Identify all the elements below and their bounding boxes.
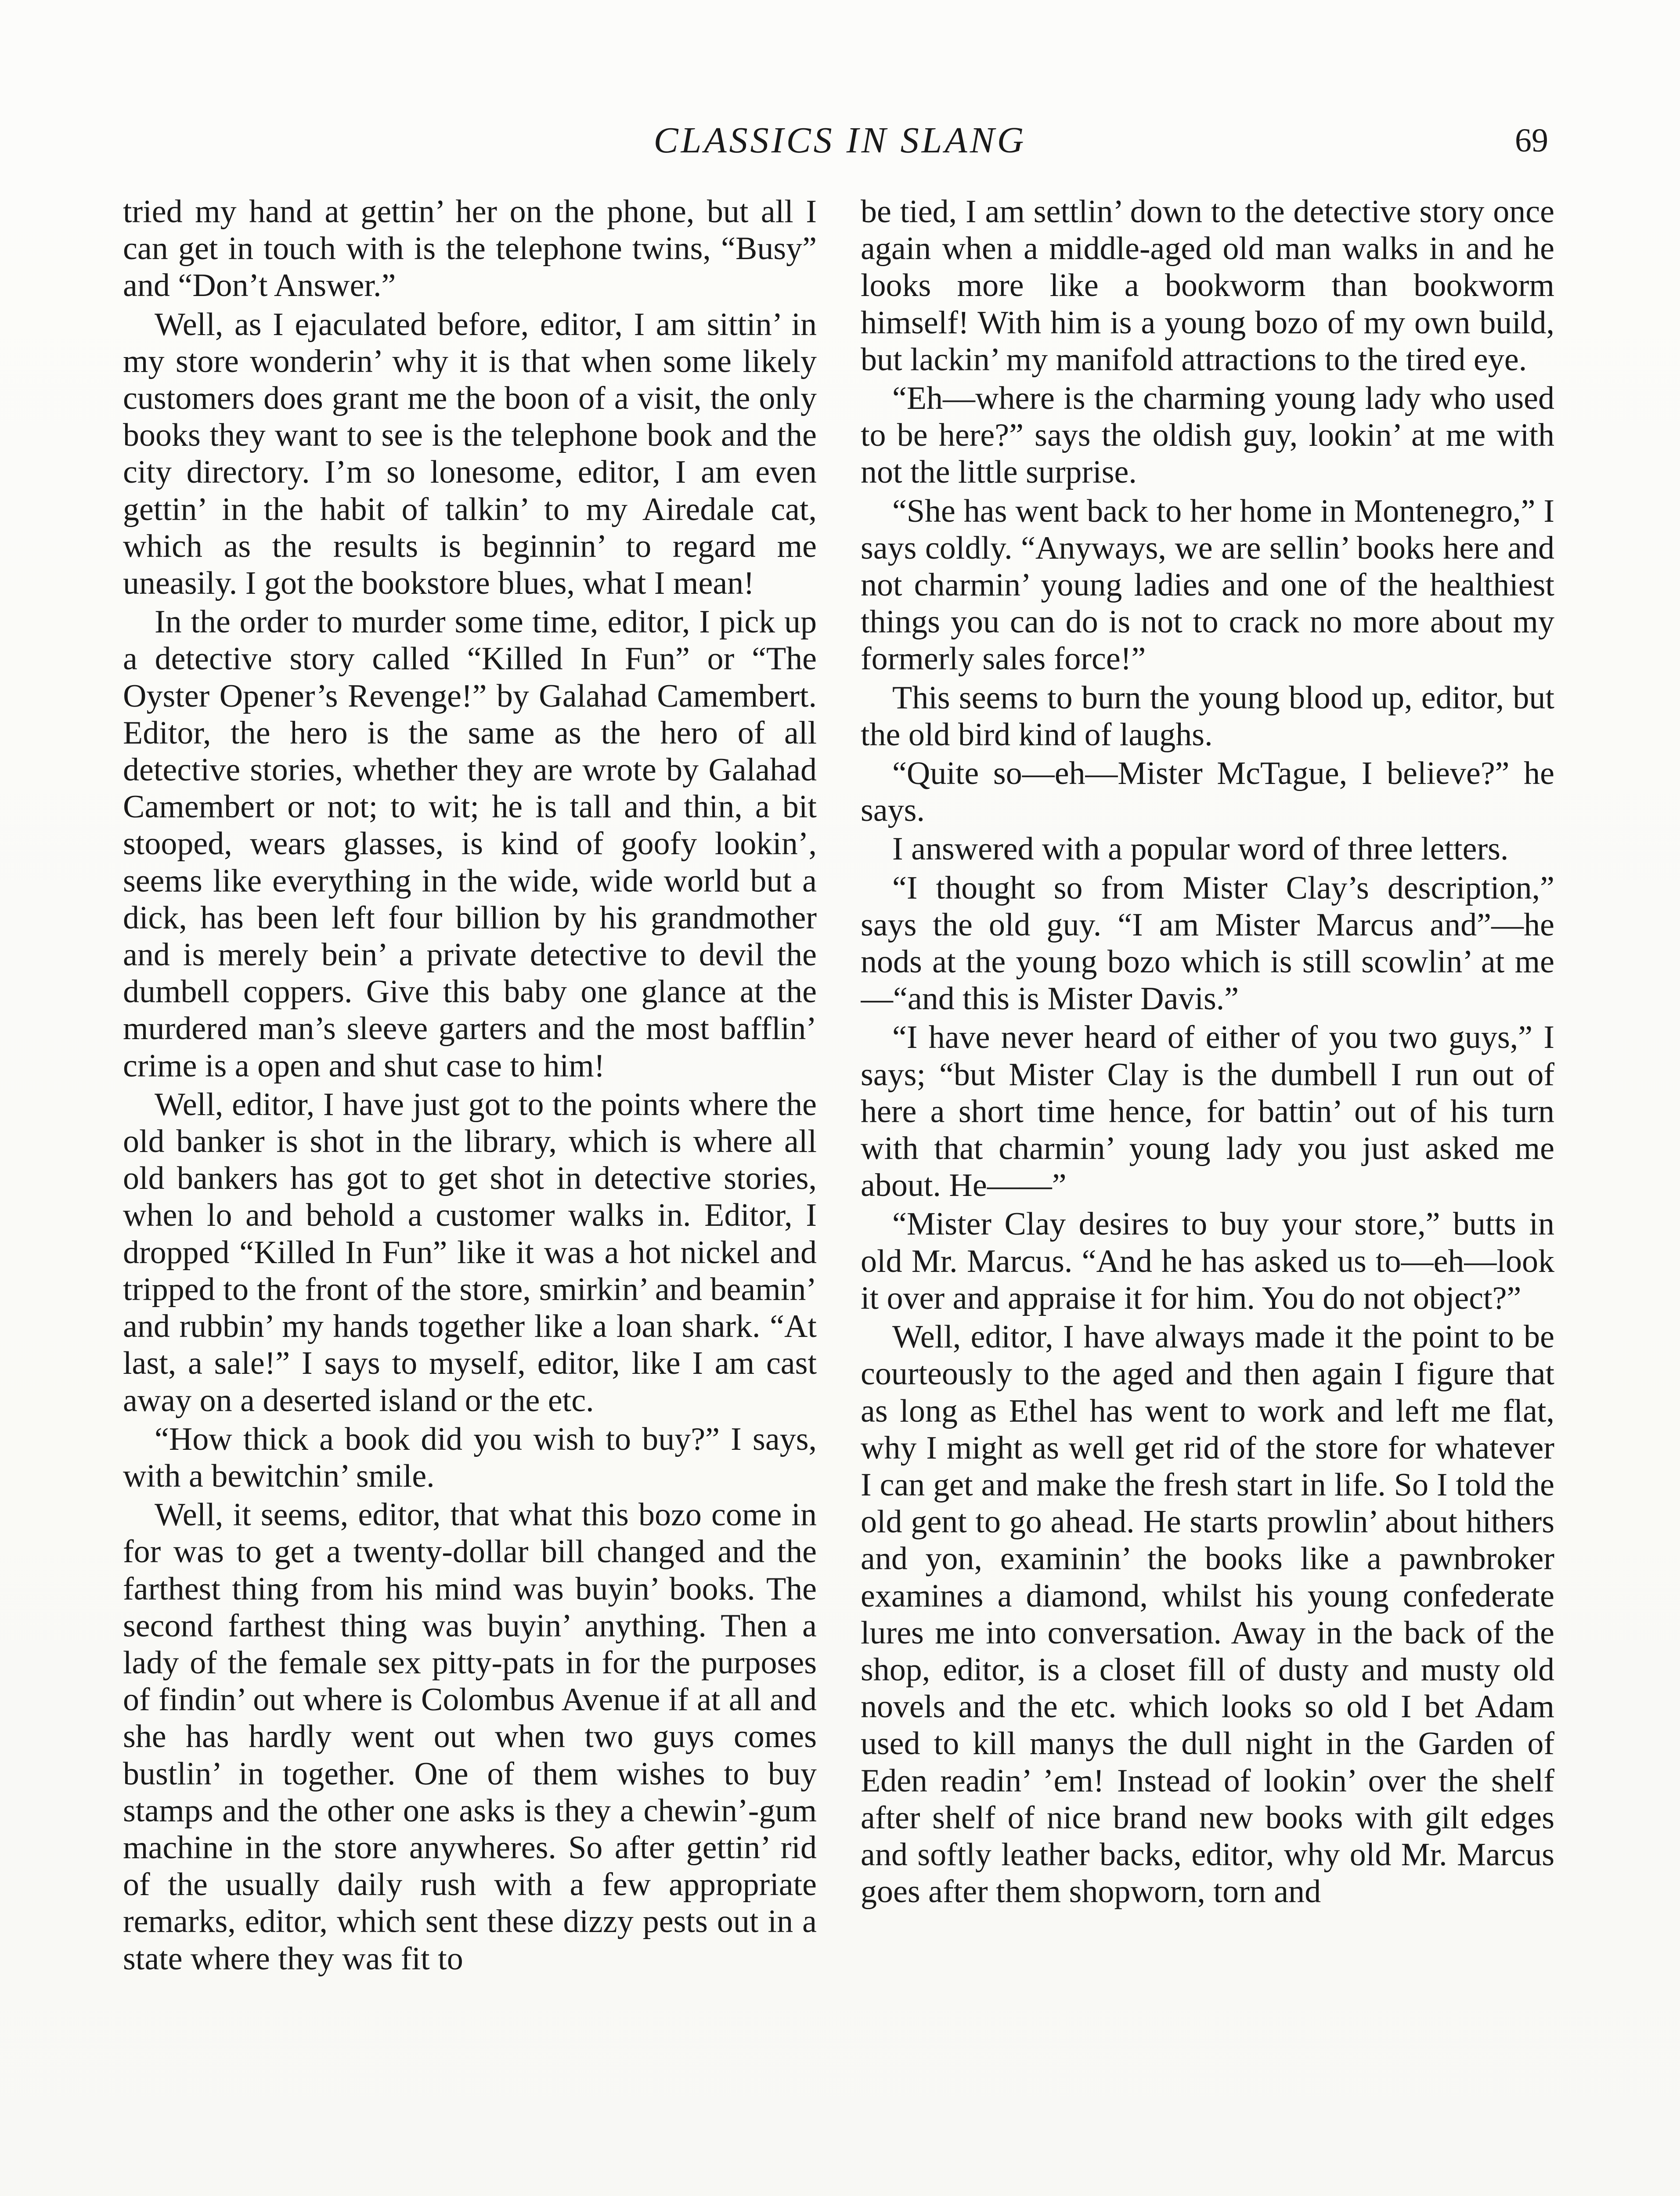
paragraph: Well, editor, I have just got to the points where the old banker is shot in the library, which is where all old bankers has got to get shot in detective stories, when lo and behold a customer walks in. Editor, I dropped “Killed In Fun” like it was a hot nickel and tripped to the front of the store, smirkin’ and beamin’ and rubbin’ my hands together like a loan shark. “At last, a sale!” I says to myself, editor, like I am cast away on a deserted island or the etc.	[123, 1086, 817, 1419]
left-column	[123, 193, 817, 2196]
running-title: CLASSICS IN SLANG	[653, 120, 1027, 161]
paragraph: “I thought so from Mister Clay’s description,” says the old guy. “I am Mister Marcus and”—he nods at the young bozo which is still scowlin’ at me—“and this is Mister Davis.”	[861, 870, 1554, 1017]
paragraph: I answered with a popular word of three letters.	[892, 831, 1509, 867]
paragraph: Well, it seems, editor, that what this bozo come in for was to get a twenty-dollar bill changed and the farthest thing from his mind was buyin’ books. The second farthest thing was buyin’ anything. Then a lady of the female sex pitty-pats in for the purposes of findin’ out where is Colombus Avenue if at all and she has hardly went out when two guys comes bustlin’ in together. One of them wishes to buy stamps and the other one asks is they a chewin’-gum machine in the store anywheres. So after gettin’ rid of the usually daily rush with a few appropriate remarks, editor, which sent these dizzy pests out in a state where they was fit to	[123, 1497, 817, 1977]
paragraph: In the order to murder some time, editor, I pick up a detective story called “Killed In Fun” or “The Oyster Opener’s Revenge!” by Galahad Camembert. Editor, the hero is the same as the hero of all detective stories, whether they are wrote by Galahad Camembert or not; to wit; he is tall and thin, a bit stooped, wears glasses, is kind of goofy lookin’, seems like everything in the wide, wide world but a dick, has been left four billion by his grandmother and is merely bein’ a private detective to devil the dumbell coppers. Give this baby one glance at the murdered man’s sleeve garters and the most bafflin’ crime is a open and shut case to him!	[123, 604, 817, 1084]
paragraph: “Mister Clay desires to buy your store,” butts in old Mr. Marcus. “And he has asked us to—eh—look it over and appraise it for him. You do not object?”	[861, 1206, 1554, 1316]
paragraph: Well, editor, I have always made it the point to be courteously to the aged and then again I figure that as long as Ethel has went to work and left me flat, why I might as well get rid of the store for whatever I can get and make the fresh start in life. So I told the old gent to go ahead. He starts prowlin’ about hithers and yon, examinin’ the books like a pawnbroker examines a diamond, whilst his young confederate lures me into conversation. Away in the back of the shop, editor, is a closet fill of dusty and musty old novels and the etc. which looks so old I bet Adam used to kill manys the dull night in the Garden of Eden readin’ ’em! Instead of lookin’ over the shelf after shelf of nice brand new books with gilt edges and softly leather backs, editor, why old Mr. Marcus goes after them shopworn, torn and	[861, 1319, 1554, 1910]
paragraph: “How thick a book did you wish to buy?” I says, with a bewitchin’ smile.	[123, 1421, 817, 1494]
paragraph: be tied, I am settlin’ down to the detective story once again when a middle-aged old man walks in and he looks more like a bookworm than bookworm himself! With him is a young bozo of my own build, but lackin’ my manifold attractions to the tired eye.	[861, 194, 1554, 378]
paragraph: “I have never heard of either of you two guys,” I says; “but Mister Clay is the dumbell I run out of here a short time hence, for battin’ out of his turn with that charmin’ young lady you just asked me about. He——”	[861, 1019, 1554, 1204]
right-column	[861, 193, 1554, 2196]
paragraph: “She has went back to her home in Montenegro,” I says coldly. “Anyways, we are sellin’ books here and not charmin’ young ladies and one of the healthiest things you can do is not to crack no more about my formerly sales force!”	[861, 493, 1554, 677]
text-columns	[123, 193, 1554, 2196]
running-head	[0, 114, 1680, 167]
paragraph: “Quite so—eh—Mister McTague, I believe?” he says.	[861, 755, 1554, 829]
paragraph: Well, as I ejaculated before, editor, I am sittin’ in my store wonderin’ why it is that when some likely customers does grant me the boon of a visit, the only books they want to see is the telephone book and the city directory. I’m so lonesome, editor, I am even gettin’ in the habit of talkin’ to my Airedale cat, which as the results is beginnin’ to regard me uneasily. I got the bookstore blues, what I mean!	[123, 306, 817, 602]
page-number: 69	[1515, 122, 1548, 159]
paragraph: “Eh—where is the charming young lady who used to be here?” says the oldish guy, lookin’ at me with not the little surprise.	[861, 380, 1554, 491]
paragraph: This seems to burn the young blood up, editor, but the old bird kind of laughs.	[861, 679, 1554, 753]
paragraph: tried my hand at gettin’ her on the phone, but all I can get in touch with is the telephone twins, “Busy” and “Don’t Answer.”	[123, 194, 817, 304]
